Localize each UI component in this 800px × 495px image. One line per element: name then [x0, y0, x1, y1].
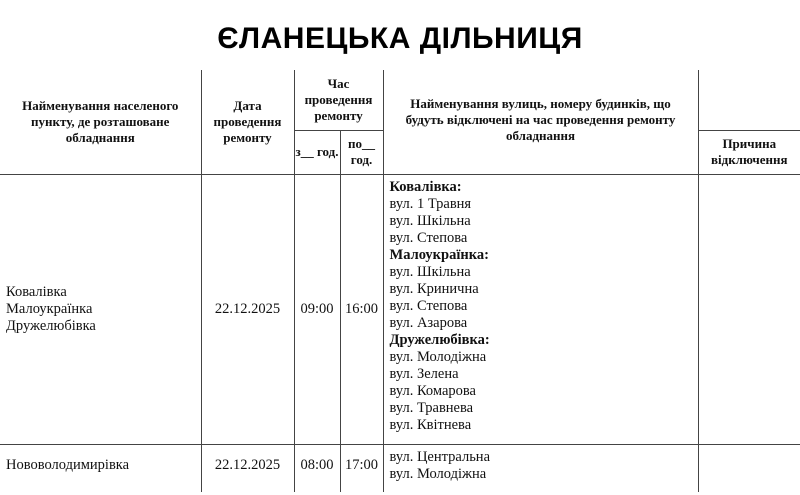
street-name: вул. Шкільна [389, 263, 471, 280]
group-name: Дружелюбівка: [389, 331, 490, 348]
header-settlement: Найменування населеного пункту, де розташоване обладнання [0, 70, 201, 174]
street-name: вул. Травнева [389, 399, 474, 416]
header-date: Дата проведення ремонту [201, 70, 294, 174]
street-name: вул. Квітнева [389, 416, 472, 433]
street-name: вул. Шкільна [389, 212, 471, 229]
street-name: вул. Азарова [389, 314, 468, 331]
street-name: вул. 1 Травня [389, 195, 472, 212]
street-name: вул. Молодіжна [389, 465, 487, 482]
street-name: вул. Центральна [389, 448, 491, 465]
header-time: Час проведення ремонту [294, 70, 383, 130]
from-cell: 08:00 [294, 444, 340, 492]
settlement-name: Ковалівка [6, 283, 67, 300]
reason-cell [698, 444, 800, 492]
street-name: вул. Зелена [389, 365, 459, 382]
settlement-name: Малоукраїнка [6, 300, 93, 317]
street-name: вул. Комарова [389, 382, 476, 399]
settlement-name: Нововолодимирівка [6, 456, 130, 473]
from-cell: 09:00 [294, 174, 340, 444]
header-streets: Найменування вулиць, номеру будинків, що будуть відключені на час проведення ремонту обладнання [383, 70, 698, 174]
street-name: вул. Молодіжна [389, 348, 487, 365]
reason-cell [698, 174, 800, 444]
group-name: Малоукраїнка: [389, 246, 489, 263]
page-title: ЄЛАНЕЦЬКА ДІЛЬНИЦЯ [217, 22, 583, 55]
group-name: Ковалівка: [389, 178, 462, 195]
street-name: вул. Кринична [389, 280, 479, 297]
to-cell: 16:00 [340, 174, 383, 444]
header-from: з__ год. [294, 130, 340, 174]
streets-cell [383, 444, 698, 492]
streets-cell [383, 174, 698, 444]
street-name: вул. Степова [389, 229, 468, 246]
to-cell: 17:00 [340, 444, 383, 492]
header-reason: Причина відключення [698, 130, 800, 174]
date-cell: 22.12.2025 [201, 174, 294, 444]
settlement-name: Дружелюбівка [6, 317, 96, 334]
table-row [0, 174, 800, 444]
settlement-cell [0, 174, 201, 444]
settlement-cell [0, 444, 201, 492]
header-reason-blank [698, 70, 800, 130]
outage-table [0, 70, 800, 492]
date-cell: 22.12.2025 [201, 444, 294, 492]
table-row [0, 444, 800, 492]
header-to: по__ год. [340, 130, 383, 174]
street-name: вул. Степова [389, 297, 468, 314]
